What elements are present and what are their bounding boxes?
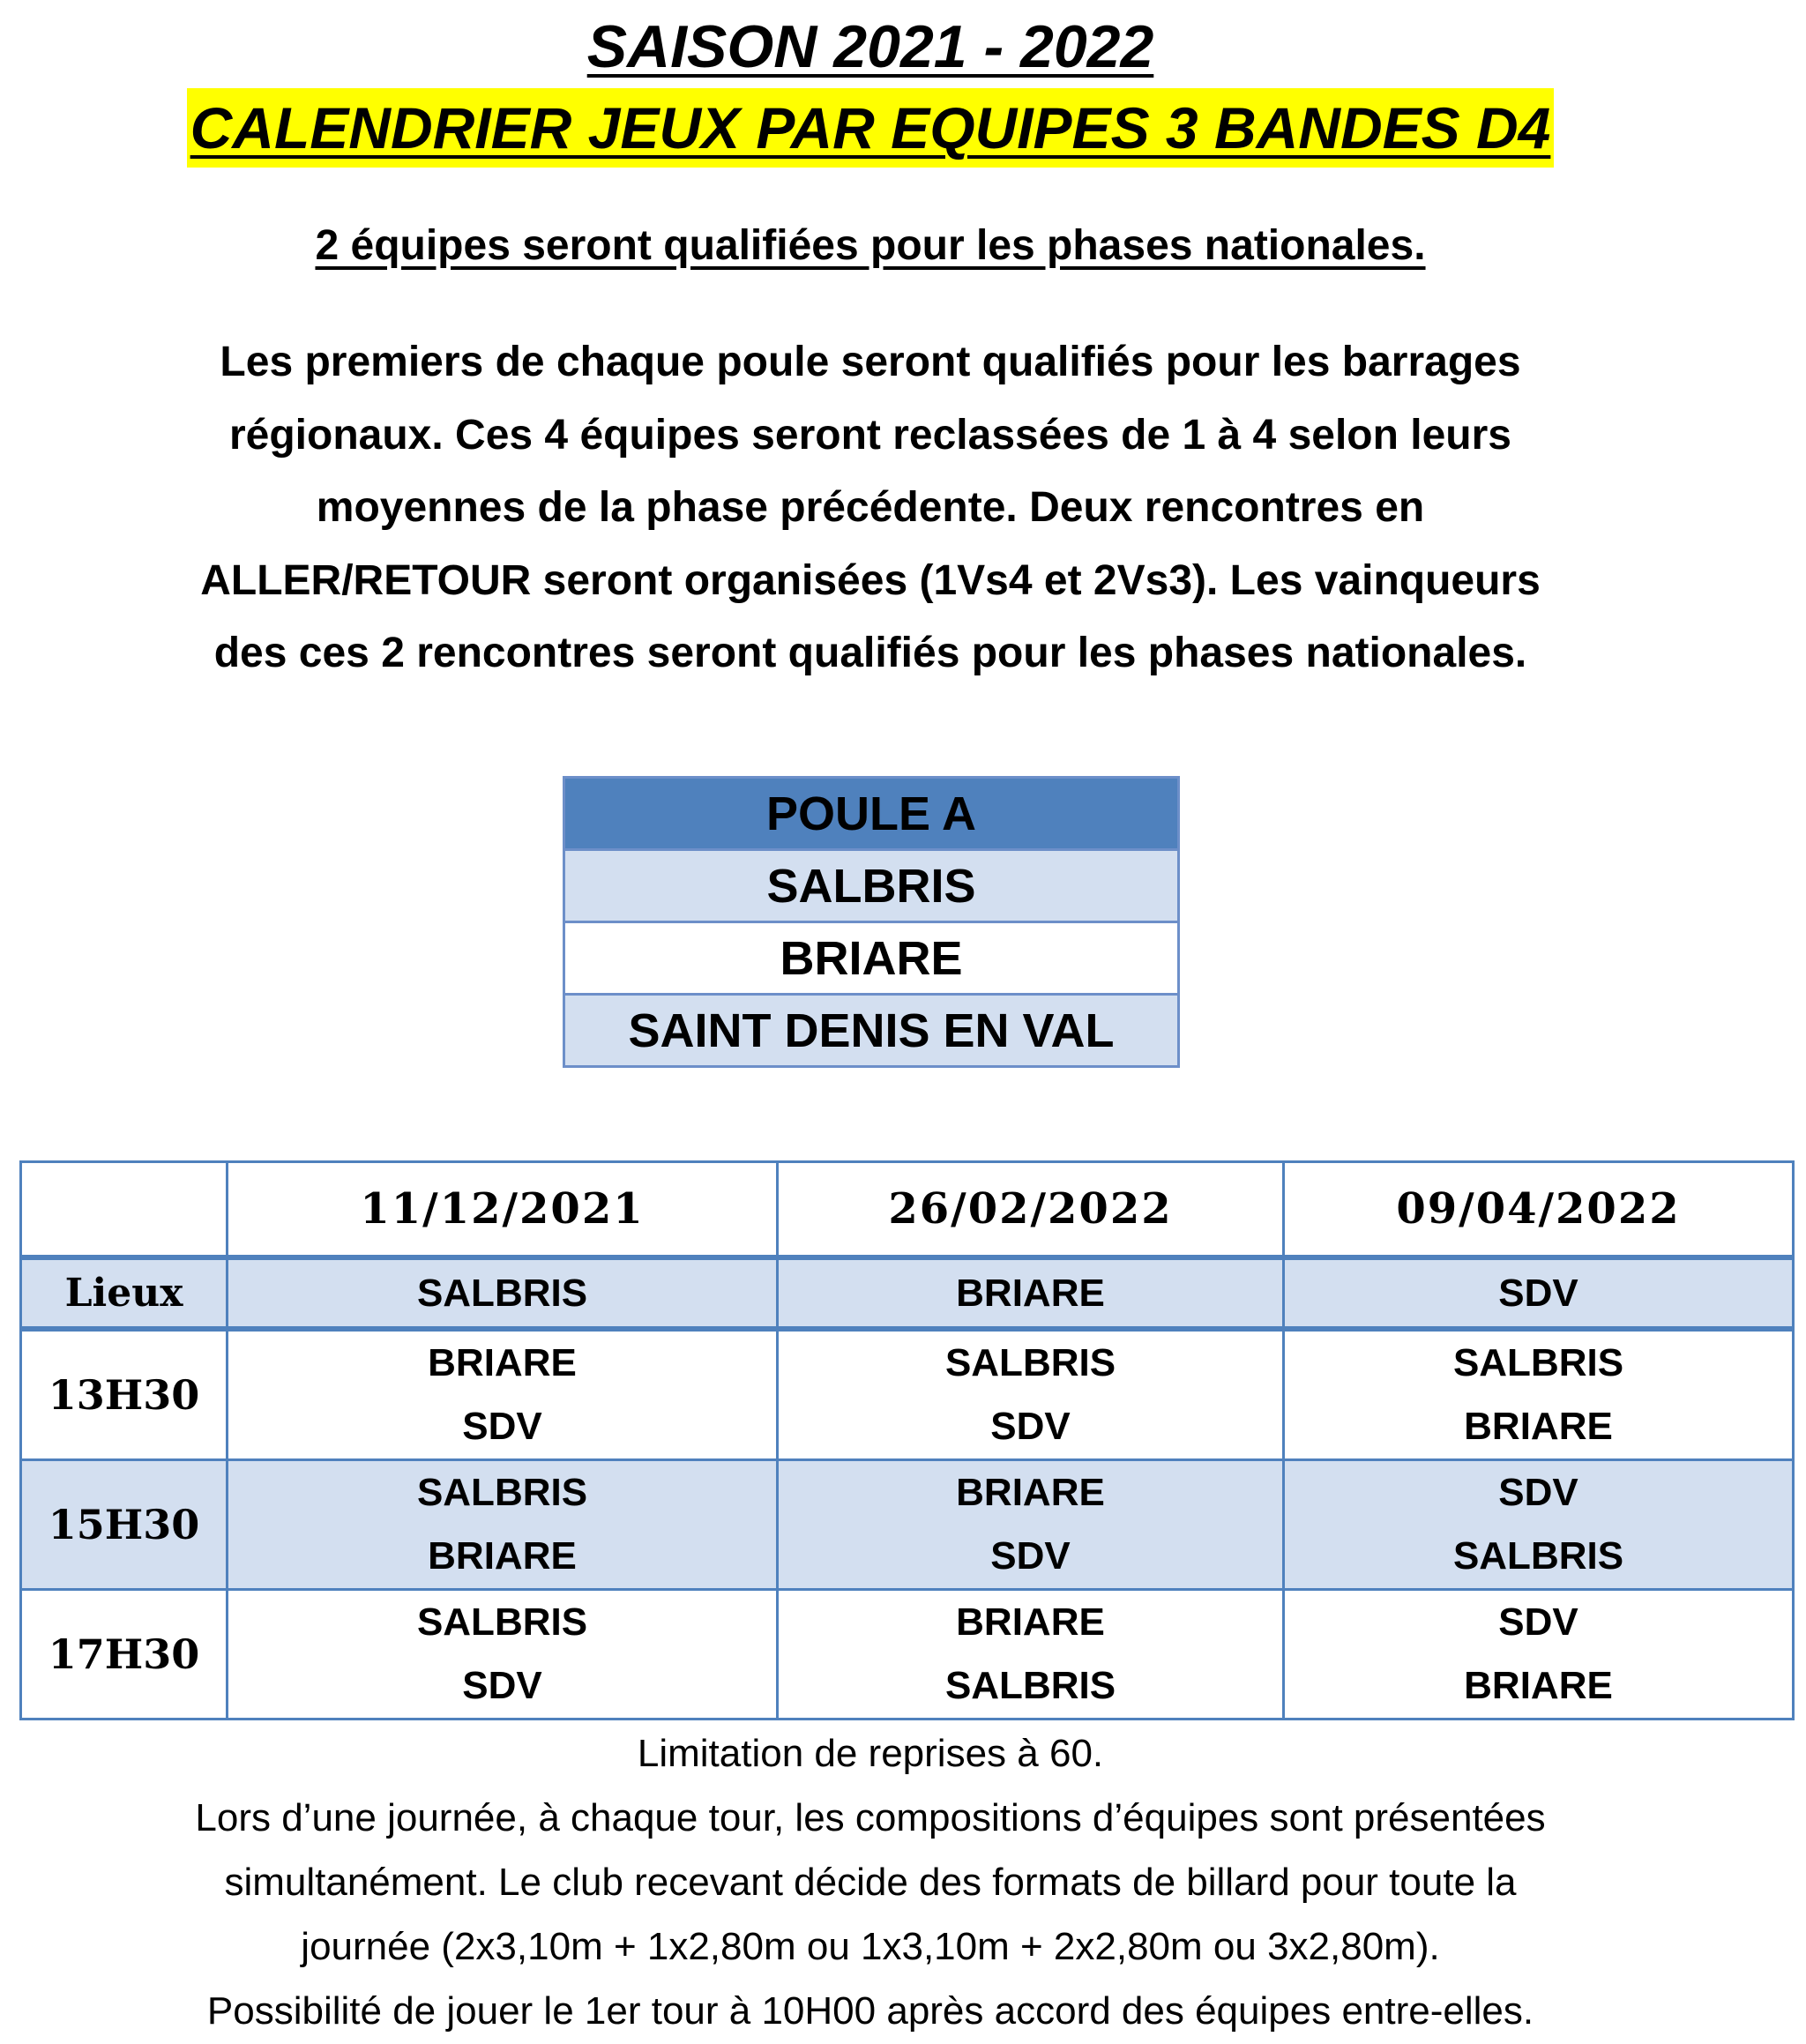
note-line: Lors d’une journée, à chaque tour, les compositions d’équipes sont présentées — [195, 1796, 1546, 1839]
match-team: BRIARE — [956, 1600, 1105, 1644]
note-line: journée (2x3,10m + 1x2,80m ou 1x3,10m + 2x2,80m ou 3x2,80m). — [301, 1925, 1440, 1968]
intro-line: moyennes de la phase précédente. Deux rencontres en — [316, 484, 1425, 531]
venue-label: Lieux — [21, 1257, 228, 1329]
match-team: BRIARE — [956, 1471, 1105, 1514]
match-cell — [228, 1329, 778, 1460]
match-cell — [228, 1590, 778, 1719]
match-cell — [228, 1460, 778, 1590]
match-team: SDV — [1498, 1471, 1578, 1514]
venue-cell: SALBRIS — [228, 1257, 778, 1329]
match-cell — [778, 1460, 1284, 1590]
slot-row — [21, 1590, 1794, 1719]
note-line: simultanément. Le club recevant décide des formats de billard pour toute la — [224, 1861, 1517, 1904]
corner-cell — [21, 1162, 228, 1258]
intro-line: régionaux. Ces 4 équipes seront reclassées de 1 à 4 selon leurs — [228, 411, 1511, 459]
match-team: SDV — [990, 1405, 1071, 1448]
match-cell — [1284, 1329, 1794, 1460]
venue-cell: BRIARE — [778, 1257, 1284, 1329]
match-team: SALBRIS — [1452, 1341, 1624, 1384]
match-team: BRIARE — [428, 1341, 577, 1384]
match-team: SDV — [462, 1664, 542, 1707]
match-cell — [778, 1590, 1284, 1719]
match-team: SALBRIS — [944, 1341, 1116, 1384]
date-header: 11/12/2021 — [228, 1162, 778, 1258]
slot-time: 15H30 — [21, 1460, 228, 1590]
poule-name: POULE A — [564, 778, 1179, 850]
match-team: SDV — [990, 1534, 1071, 1578]
match-team: BRIARE — [428, 1534, 577, 1578]
poule-table — [563, 776, 1180, 1068]
calendar-title: CALENDRIER JEUX PAR EQUIPES 3 BANDES D4 — [187, 88, 1555, 168]
slot-row — [21, 1460, 1794, 1590]
match-team: SALBRIS — [944, 1664, 1116, 1707]
intro-line: ALLER/RETOUR seront organisées (1Vs4 et 2Vs3). Les vainqueurs — [200, 556, 1541, 604]
slot-time: 13H30 — [21, 1329, 228, 1460]
intro-line: des ces 2 rencontres seront qualifiés pour les phases nationales. — [213, 630, 1527, 676]
match-team: SDV — [1498, 1600, 1578, 1644]
slot-time: 17H30 — [21, 1590, 228, 1719]
match-cell — [1284, 1460, 1794, 1590]
calendar-title-wrapper — [0, 88, 1741, 168]
dates-row — [21, 1162, 1794, 1258]
venue-cell: SDV — [1284, 1257, 1794, 1329]
date-header: 09/04/2022 — [1284, 1162, 1794, 1258]
intro-paragraph — [159, 326, 1582, 690]
match-team: SALBRIS — [416, 1600, 588, 1644]
intro-line: Les premiers de chaque poule seront qualifiés pour les barrages — [220, 339, 1521, 385]
match-team: SALBRIS — [416, 1471, 588, 1514]
match-team: BRIARE — [1464, 1664, 1613, 1707]
match-team: SALBRIS — [1452, 1534, 1624, 1578]
slot-row — [21, 1329, 1794, 1460]
date-header: 26/02/2022 — [778, 1162, 1284, 1258]
rules-notes — [0, 1721, 1741, 2043]
venues-row — [21, 1257, 1794, 1329]
poule-team: BRIARE — [564, 922, 1179, 995]
season-title: SAISON 2021 - 2022 — [586, 13, 1154, 80]
note-line: Possibilité de jouer le 1er tour à 10H00 après accord des équipes entre-elles. — [206, 1989, 1534, 2033]
match-team: SDV — [462, 1405, 542, 1448]
note-line: Limitation de reprises à 60. — [637, 1732, 1104, 1775]
poule-team: SALBRIS — [564, 850, 1179, 922]
match-cell — [1284, 1590, 1794, 1719]
match-team: BRIARE — [1464, 1405, 1613, 1448]
qualification-subtitle: 2 équipes seront qualifiées pour les phases nationales. — [315, 222, 1426, 269]
schedule-table — [19, 1160, 1795, 1720]
poule-team: SAINT DENIS EN VAL — [564, 995, 1179, 1067]
match-cell — [778, 1329, 1284, 1460]
